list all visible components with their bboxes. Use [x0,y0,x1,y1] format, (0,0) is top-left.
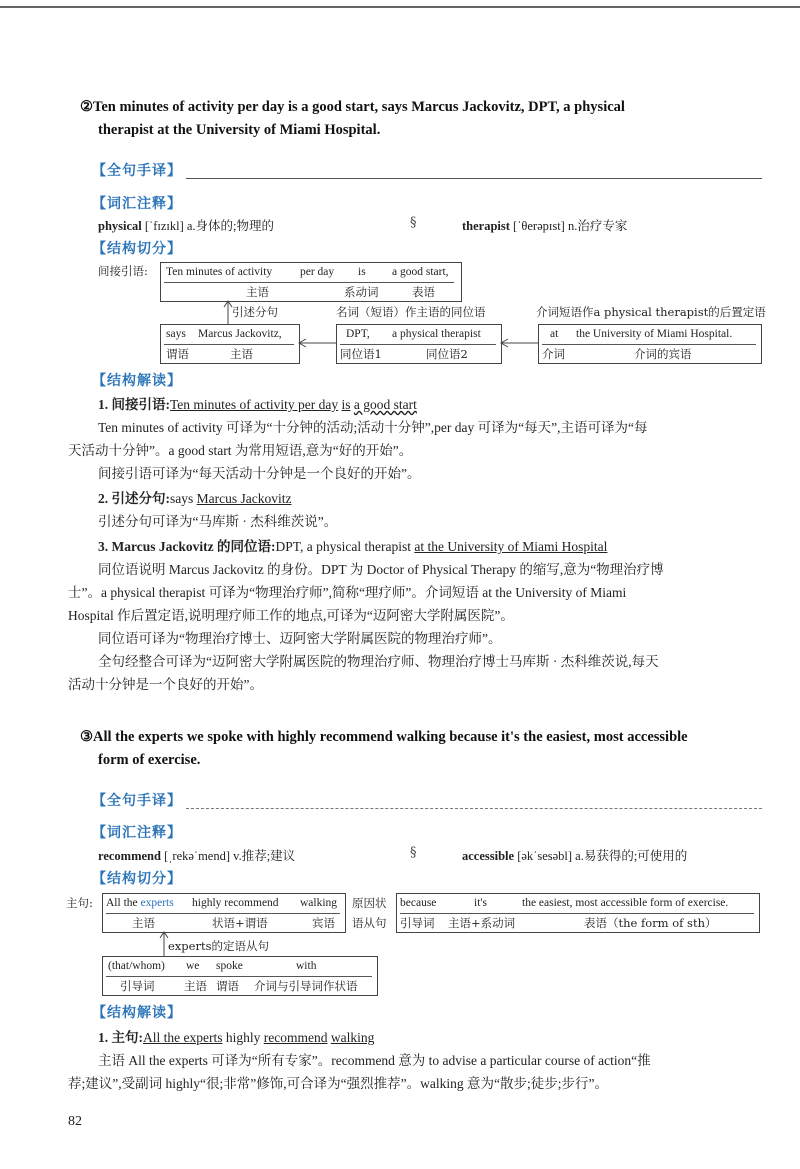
label-full-translation: 【全句手译】 [92,793,182,809]
analysis-2-title: 2. 引述分句:says Marcus Jackovitz [98,491,292,506]
cell-easiest: the easiest, most accessible form of exercise. [522,897,729,909]
role-object: 宾语 [312,916,335,930]
paragraph: 活动十分钟是一个良好的开始”。 [68,677,263,692]
appositive-heading: 名词（短语）作主语的同位语 [336,305,486,319]
cell-with: with [296,960,317,972]
paragraph: 引述分句可译为“马库斯 · 杰科维茨说”。 [98,514,338,529]
paragraph: 士”。a physical therapist 可译为“物理治疗师”,简称“理疗师”。介词短语 at the University of Miami [68,585,627,600]
cell-subject: Ten minutes of activity [166,266,273,278]
paragraph: 全句经整合可译为“迈阿密大学附属医院的物理治疗师、物理治疗博士马库斯 · 杰科维茨说,每天 [98,654,659,669]
label-vocab: 【词汇注释】 [92,196,182,212]
cell-that-whom: (that/whom) [108,960,165,972]
paragraph: 主语 All the experts 可译为“所有专家”。recommend 意为 to advise a particular course of action“推 [98,1053,651,1068]
analysis-3-title: 3. Marcus Jackovitz 的同位语:DPT, a physical therapist at the University of Miami Hospital [98,539,608,554]
cell-because: because [400,897,437,909]
role-subject: 主语 [246,285,269,299]
vocab-physical: physical [ˈfɪzɪkl] a.身体的;物理的 [98,219,275,233]
role-predicative: 表语（the form of sth） [584,916,717,930]
cell-at: at [550,328,559,340]
role-object: 介词的宾语 [634,347,692,361]
label-analysis: 【结构解读】 [92,1005,182,1021]
cell-dpt: DPT, [346,328,370,340]
sentence-2-line2: therapist at the University of Miami Hospital. [98,122,381,138]
paragraph: 荐;建议”,受副词 highly“很;非常”修饰,可合译为“强烈推荐”。walking 意为“散步;徒步;步行”。 [68,1076,608,1091]
cell-we: we [186,960,200,972]
role-appositive-1: 同位语1 [340,347,382,361]
cell-is: is [358,266,366,278]
indirect-quote-label: 间接引语: [98,264,148,278]
reporting-clause-label: 引述分句 [232,305,278,319]
vocab-accessible: accessible [əkˈsesəbl] a.易获得的;可使用的 [462,849,688,863]
cell-marcus: Marcus Jackovitz, [198,328,282,340]
analysis-1-title: 1. 主句:All the experts highly recommend walking [98,1030,375,1045]
cell-spoke: spoke [216,960,243,972]
label-structure: 【结构切分】 [92,241,182,257]
paragraph: 同位语说明 Marcus Jackovitz 的身份。DPT 为 Doctor of Physical Therapy 的缩写,意为“物理治疗博 [98,562,664,577]
role-appositive-2: 同位语2 [426,347,468,361]
cell-its: it's [474,897,487,909]
paragraph: 间接引语可译为“每天活动十分钟是一个良好的开始”。 [98,466,421,481]
separator-icon: § [410,215,417,230]
sentence-2-line1: ②Ten minutes of activity per day is a good start, says Marcus Jackovitz, DPT, a physical [80,99,625,115]
page-number: 82 [68,1114,82,1129]
reason-clause-label: 原因状 [352,896,387,910]
sentence-3-line1: ③All the experts we spoke with highly recommend walking because it's the easiest, most accessible [80,729,688,745]
vocab-recommend: recommend [ˌrekəˈmend] v.推荐;建议 [98,849,296,863]
role-prep-adverbial: 介词与引导词作状语 [254,979,358,993]
role-subject: 主语 [184,979,207,993]
label-vocab: 【词汇注释】 [92,825,182,841]
cell-highly-recommend: highly recommend [192,897,279,909]
vocab-therapist: therapist [ˈθerəpɪst] n.治疗专家 [462,219,628,233]
reason-clause-label-2: 语从句 [352,916,387,930]
role-preposition: 介词 [542,347,565,361]
cell-walking: walking [300,897,338,909]
label-full-translation: 【全句手译】 [92,163,182,179]
paragraph: 天活动十分钟”。a good start 为常用短语,意为“好的开始”。 [68,443,413,458]
relative-clause-label: experts的定语从句 [168,939,269,953]
sentence-3-line2: form of exercise. [98,752,201,768]
role-linking-verb: 系动词 [344,285,379,299]
role-predicative: 表语 [412,285,435,299]
cell-predicative: a good start, [392,266,449,278]
separator-icon: § [410,845,417,860]
label-analysis: 【结构解读】 [92,373,182,389]
paragraph: Ten minutes of activity 可译为“十分钟的活动;活动十分钟”,per day 可译为“每天”,主语可译为“每 [98,420,648,435]
role-subject: 主语 [230,347,253,361]
role-conjunction: 引导词 [400,916,435,930]
cell-physical-therapist: a physical therapist [392,328,481,340]
role-subject: 主语 [132,916,155,930]
role-adverbial-predicate: 状语+谓语 [212,916,268,930]
cell-per-day: per day [300,266,335,278]
cell-all-the-experts: All the experts [106,897,174,909]
main-clause-label: 主句: [66,896,93,910]
role-predicate: 谓语 [216,979,239,993]
cell-university: the University of Miami Hospital. [576,328,733,340]
prep-phrase-heading: 介词短语作a physical therapist的后置定语 [536,305,766,319]
label-structure: 【结构切分】 [92,871,182,887]
paragraph: 同位语可译为“物理治疗博士、迈阿密大学附属医院的物理治疗师”。 [98,631,502,646]
analysis-1-title: 1. 间接引语:Ten minutes of activity per day is a good start [98,397,417,412]
cell-says: says [166,328,186,340]
role-predicate: 谓语 [166,347,189,361]
paragraph: Hospital 作后置定语,说明理疗师工作的地点,可译为“迈阿密大学附属医院”。 [68,608,514,623]
role-subject-verb: 主语+系动词 [448,916,516,930]
role-relativizer: 引导词 [120,979,155,993]
